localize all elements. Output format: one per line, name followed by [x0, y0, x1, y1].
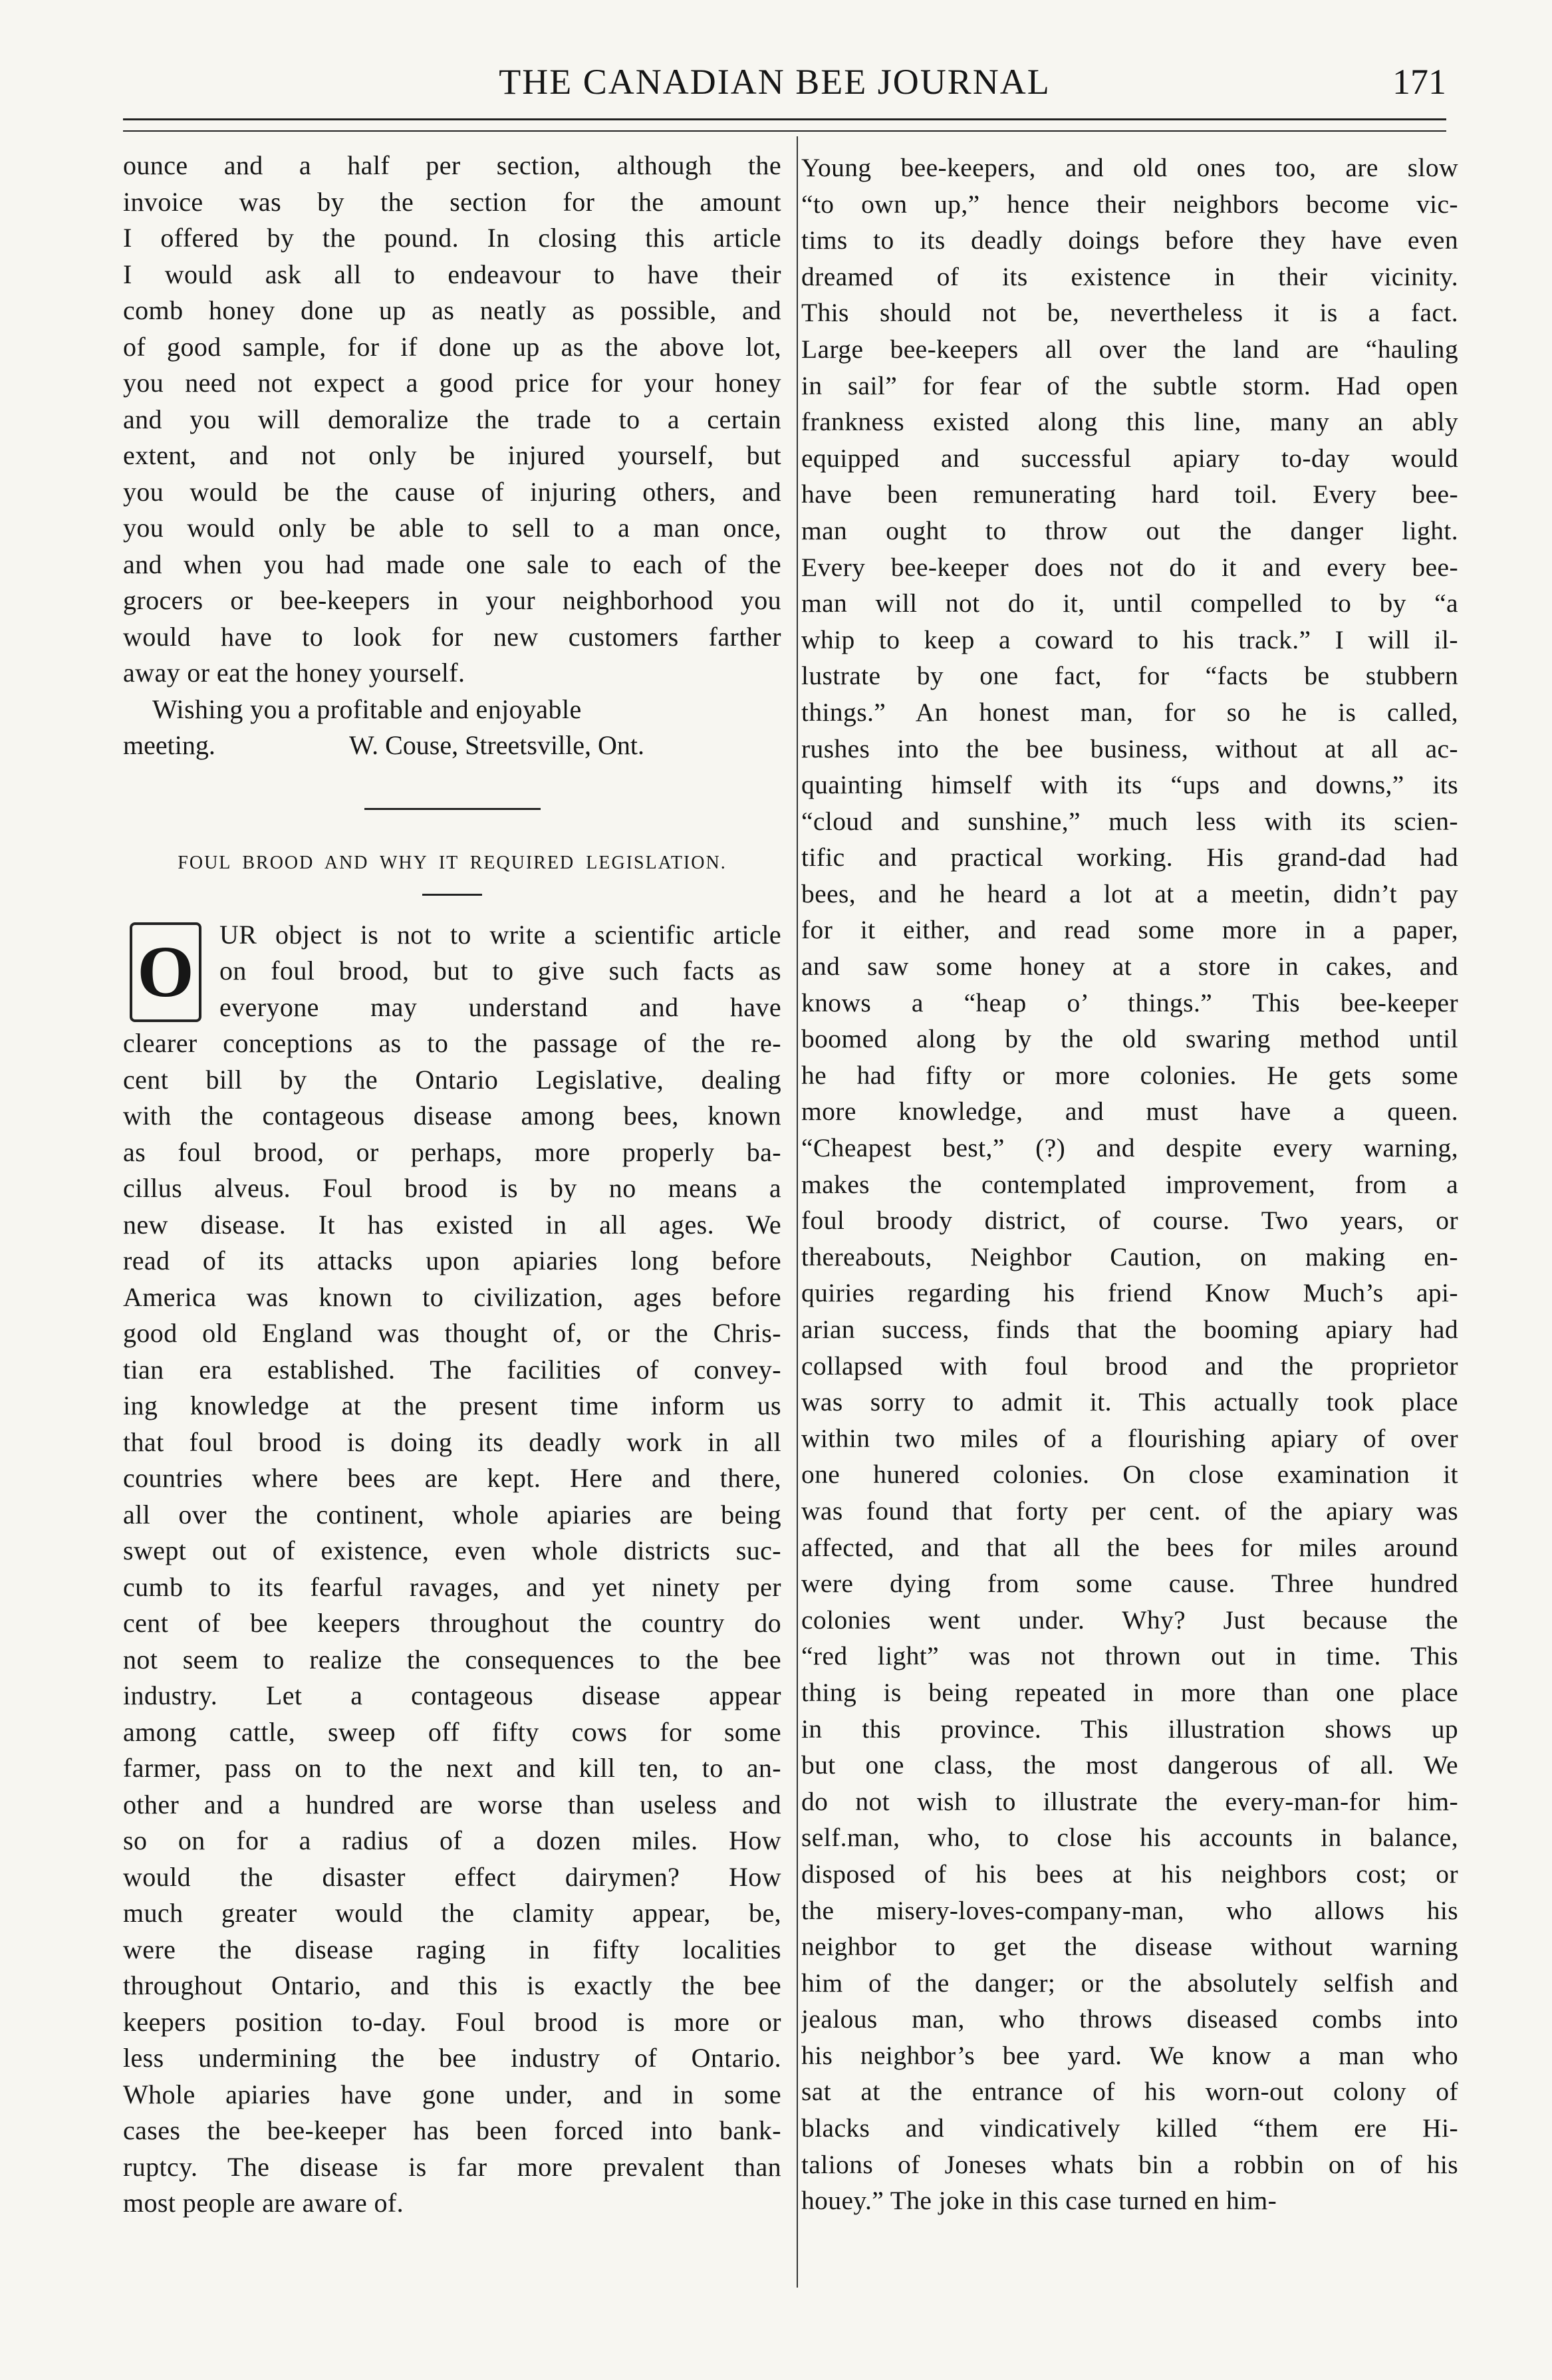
text-line: “Cheapest best,” (?) and despite every warning, [801, 1133, 1458, 1163]
text-line: man will not do it, until compelled to by “a [801, 589, 1458, 618]
text-line: but one class, the most dangerous of all. We [801, 1750, 1458, 1780]
text-line: boomed along by the old swaring method until [801, 1024, 1458, 1054]
page-number: 171 [1392, 62, 1446, 102]
text-line: as foul brood, or perhaps, more properly ba- [123, 1136, 781, 1167]
header-rule [123, 118, 1446, 120]
text-line: the misery-loves-company-man, who allows his [801, 1895, 1458, 1925]
text-line: would have to look for new customers farther [123, 621, 781, 652]
text-line: most people are aware of. [123, 2188, 404, 2218]
text-line: Young bee-keepers, and old ones too, are slow [801, 153, 1458, 182]
text-line: neighbor to get the disease without warning [801, 1932, 1458, 1962]
text-line: good old England was thought of, or the Chris- [123, 1318, 781, 1348]
text-line: Every bee-keeper does not do it and every bee- [801, 552, 1458, 582]
text-line: that foul brood is doing its deadly work in all [123, 1426, 781, 1457]
text-line: he had fifty or more colonies. He gets some [801, 1060, 1458, 1090]
text-line: and you will demoralize the trade to a certain [123, 404, 781, 434]
closing-paragraph [123, 692, 781, 728]
text-line: rushes into the bee business, without at all ac- [801, 733, 1458, 763]
text-line: arian success, finds that the booming apiary had [801, 1315, 1458, 1344]
text-line: of good sample, for if done up as the above lot, [123, 331, 781, 362]
signoff-meeting: meeting. [123, 730, 215, 760]
text-line: ounce and a half per section, although the [123, 150, 781, 180]
text-line: cillus alveus. Foul brood is by no means a [123, 1173, 781, 1203]
text-line: in this province. This illustration shows up [801, 1714, 1458, 1744]
text-line: houey.” The joke in this case turned en him- [801, 2186, 1277, 2216]
text-line: foul broody district, of course. Two years, or [801, 1206, 1458, 1236]
text-line: affected, and that all the bees for miles around [801, 1532, 1458, 1562]
text-line: all over the continent, whole apiaries are being [123, 1499, 781, 1529]
right-column [801, 150, 1458, 2219]
left-column [123, 148, 781, 2222]
article-body [123, 1025, 781, 2222]
letter-continuation [123, 148, 781, 692]
text-line: everyone may understand and have [219, 992, 781, 1022]
article-opening [123, 917, 781, 1026]
author-signature: W. Couse, Streetsville, Ont. [349, 730, 645, 760]
text-line: less undermining the bee industry of Ontario. [123, 2043, 781, 2073]
section-separator [364, 808, 541, 810]
text-line: disposed of his bees at his neighbors cost; or [801, 1859, 1458, 1889]
text-line: Large bee-keepers all over the land are “hauling [801, 334, 1458, 364]
text-line: lustrate by one fact, for “facts be stubbern [801, 661, 1458, 691]
text-line: with the contageous disease among bees, known [123, 1101, 781, 1130]
text-line: cent bill by the Ontario Legislative, dealing [123, 1064, 781, 1095]
text-line: him of the danger; or the absolutely selfish and [801, 1968, 1458, 1998]
text-line: not seem to realize the consequences to the bee [123, 1644, 781, 1674]
text-line: you would only be able to sell to a man once, [123, 513, 781, 543]
text-line: tian era established. The facilities of convey- [123, 1354, 781, 1385]
text-line: tims to its deadly doings before they have even [801, 225, 1458, 255]
text-line: among cattle, sweep off fifty cows for some [123, 1716, 781, 1747]
text-line: quainting himself with its “ups and downs,” its [801, 770, 1458, 800]
text-line: and when you had made one sale to each of the [123, 549, 781, 579]
column-divider [797, 136, 798, 2288]
text-line: I offered by the pound. In closing this article [123, 223, 781, 253]
text-line: knows a “heap o’ things.” This bee-keeper [801, 988, 1458, 1017]
text-line: extent, and not only be injured yourself, but [123, 440, 781, 470]
text-line: ruptcy. The disease is far more prevalent than [123, 2151, 781, 2182]
text-line: thereabouts, Neighbor Caution, on making en- [801, 1242, 1458, 1271]
text-line: in sail” for fear of the subtle storm. Had open [801, 370, 1458, 400]
text-line: UR object is not to write a scientific article [219, 919, 781, 950]
text-line: was found that forty per cent. of the apiary was [801, 1496, 1458, 1525]
text-line: industry. Let a contageous disease appear [123, 1680, 781, 1710]
text-line: new disease. It has existed in all ages. We [123, 1209, 781, 1240]
text-line: so on for a radius of a dozen miles. How [123, 1825, 781, 1855]
text-line: Whole apiaries have gone under, and in some [123, 2079, 781, 2109]
text-line: tific and practical working. His grand-dad had [801, 843, 1458, 872]
text-line: grocers or bee-keepers in your neighborhood you [123, 585, 781, 615]
text-line: This should not be, nevertheless it is a fact. [801, 298, 1458, 328]
text-line: bees, and he heard a lot at a meetin, didn’t pay [801, 878, 1458, 908]
text-line: colonies went under. Why? Just because the [801, 1605, 1458, 1635]
header-rule-secondary [123, 130, 1446, 132]
text-line: things.” An honest man, for so he is called, [801, 697, 1458, 727]
text-line: would the disaster effect dairymen? How [123, 1861, 781, 1892]
text-line: dreamed of its existence in their vicinity. [801, 261, 1458, 291]
text-line: you would be the cause of injuring others, and [123, 476, 781, 507]
article-body-continued [801, 150, 1458, 2219]
text-line: you need not expect a good price for your honey [123, 368, 781, 398]
text-line: cases the bee-keeper has been forced into bank- [123, 2115, 781, 2145]
text-line: cumb to its fearful ravages, and yet ninety per [123, 1571, 781, 1602]
text-line: his neighbor’s bee yard. We know a man who [801, 2040, 1458, 2070]
text-line: read of its attacks upon apiaries long before [123, 1246, 781, 1275]
signoff [123, 727, 781, 764]
text-line: away or eat the honey yourself. [123, 658, 465, 688]
text-line: and saw some honey at a store in cakes, and [801, 952, 1458, 982]
text-line: were dying from some cause. Three hundred [801, 1569, 1458, 1599]
text-line: jealous man, who throws diseased combs into [801, 2004, 1458, 2034]
text-line: invoice was by the section for the amount [123, 186, 781, 217]
text-line: thing is being repeated in more than one place [801, 1677, 1458, 1707]
text-line: keepers position to-day. Foul brood is more or [123, 2006, 781, 2037]
text-line: clearer conceptions as to the passage of the re- [123, 1028, 781, 1058]
text-line: “red light” was not thrown out in time. This [801, 1641, 1458, 1671]
text-line: equipped and successful apiary to-day would [801, 443, 1458, 473]
text-line: ing knowledge at the present time inform us [123, 1390, 781, 1420]
text-line: cent of bee keepers throughout the country do [123, 1608, 781, 1638]
text-line: talions of Joneses whats bin a robbin on of his [801, 2149, 1458, 2179]
running-title: THE CANADIAN BEE JOURNAL [499, 62, 1051, 102]
text-line: blacks and vindicatively killed “them ere Hi- [801, 2113, 1458, 2143]
closing-line: Wishing you a profitable and enjoyable [152, 694, 582, 724]
text-line: quiries regarding his friend Know Much’s api- [801, 1278, 1458, 1308]
text-line: self.man, who, to close his accounts in balance, [801, 1823, 1458, 1853]
text-line: countries where bees are kept. Here and there, [123, 1463, 781, 1493]
text-line: makes the contemplated improvement, from a [801, 1169, 1458, 1199]
text-line: swept out of existence, even whole districts suc- [123, 1535, 781, 1565]
article-heading: FOUL BROOD AND WHY IT REQUIRED LEGISLATION. [178, 852, 727, 873]
text-line: on foul brood, but to give such facts as [219, 956, 781, 986]
text-line: other and a hundred are worse than useless and [123, 1789, 781, 1819]
text-line: for it either, and read some more in a paper, [801, 915, 1458, 945]
dropcap-lines [123, 917, 781, 1026]
text-line: one hunered colonies. On close examination it [801, 1460, 1458, 1490]
dropcap-letter: O [130, 922, 201, 1022]
text-line: collapsed with foul brood and the proprietor [801, 1351, 1458, 1381]
heading-rule [422, 894, 482, 896]
text-line: more knowledge, and must have a queen. [801, 1097, 1458, 1126]
text-line: comb honey done up as neatly as possible, and [123, 295, 781, 325]
text-line: within two miles of a flourishing apiary of over [801, 1423, 1458, 1453]
text-line: have been remunerating hard toil. Every bee- [801, 479, 1458, 509]
text-line: I would ask all to endeavour to have their [123, 259, 781, 289]
text-line: was sorry to admit it. This actually took place [801, 1387, 1458, 1417]
text-line: America was known to civilization, ages before [123, 1281, 781, 1312]
text-line: much greater would the clamity appear, be, [123, 1898, 781, 1928]
text-line: “to own up,” hence their neighbors become vic- [801, 189, 1458, 219]
text-line: whip to keep a coward to his track.” I will il- [801, 624, 1458, 654]
text-line: were the disease raging in fifty localities [123, 1934, 781, 1964]
page-header [123, 61, 1446, 114]
text-line: sat at the entrance of his worn-out colony of [801, 2077, 1458, 2107]
text-line: frankness existed along this line, many an ably [801, 407, 1458, 437]
text-line: “cloud and sunshine,” much less with its scien- [801, 806, 1458, 836]
text-line: throughout Ontario, and this is exactly the bee [123, 1970, 781, 2000]
text-line: farmer, pass on to the next and kill ten, to an- [123, 1753, 781, 1783]
text-line: man ought to throw out the danger light. [801, 515, 1458, 545]
text-line: do not wish to illustrate the every-man-for him- [801, 1786, 1458, 1816]
